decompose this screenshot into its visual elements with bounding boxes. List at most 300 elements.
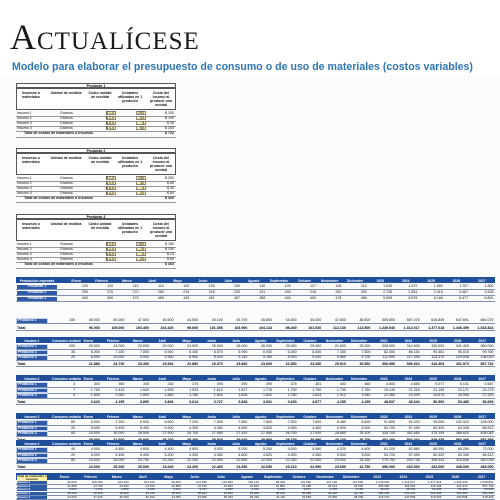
summary-cell: 1.446.499 <box>454 480 468 485</box>
insumo-cell: 8.900 <box>287 355 297 359</box>
insumo-cell: 5.000 <box>213 447 223 451</box>
insumo-cell: 1.750 <box>336 387 346 392</box>
insumo-cell: 293.738 <box>406 458 420 462</box>
insumo-cell: 4.400 <box>361 447 371 451</box>
column-header: Insumo 3 <box>24 414 40 419</box>
units-used: 5 <box>142 120 144 125</box>
insumo-cell: 90.461 <box>433 349 445 354</box>
column-header: Insumo 2 <box>24 376 40 381</box>
consumption-total: 104.144 <box>258 326 272 330</box>
summary-cell: 3.630 <box>277 487 286 492</box>
column-header: Insumo 1 <box>24 338 40 343</box>
insumo-cell: 1.824 <box>312 393 322 397</box>
insumo-total: 22.950 <box>310 465 322 469</box>
units-used: 30 <box>140 180 144 185</box>
column-header: Julio <box>232 338 241 343</box>
unit-measure: Gramos <box>60 185 73 190</box>
insumo-cell: 99.769 <box>482 349 494 354</box>
summary-cell: 35.000 <box>67 491 77 495</box>
unit-measure: Gramos <box>60 115 73 120</box>
consumption-cell: 45.100 <box>211 318 223 322</box>
insumo-cell: 4.800 <box>115 447 125 451</box>
product-column-header: Unidades utilizadas en 1 producto <box>117 91 143 103</box>
insumo-cell: 6.540 <box>312 349 322 354</box>
column-header: Junio <box>206 338 216 343</box>
insumo-total: 4.155 <box>361 400 371 404</box>
insumo-cell: 4.900 <box>287 452 297 457</box>
production-cell: 120 <box>183 284 190 288</box>
product-title: Producto 3 <box>16 214 176 219</box>
column-header: 2025 <box>429 441 437 446</box>
units-used: 60 <box>140 125 144 130</box>
insumo-cell: Producto 2 <box>17 389 47 393</box>
insumo-cell: 5.400 <box>115 425 125 430</box>
insumo-total: Total <box>17 465 26 469</box>
insumo-cell: 306.000 <box>382 344 396 348</box>
insumo-total: 4.155 <box>336 400 346 404</box>
production-cell: 5.595 <box>383 296 393 300</box>
production-cell: 1.530 <box>383 284 393 288</box>
summary-cell: 46.644 <box>406 487 416 492</box>
unit-cost: $ 4.0 <box>106 256 114 261</box>
consumption-total: 101.356 <box>209 326 223 330</box>
insumo-cell: 22.380 <box>384 393 396 397</box>
insumo-total: 3.828 <box>238 400 248 404</box>
summary-column-header: 2027 <box>477 475 486 479</box>
insumo-cell: 4.320 <box>336 447 346 451</box>
insumo-cell: 4.360 <box>213 452 223 457</box>
insumo-cell: 72.000 <box>482 447 494 451</box>
production-cell: 5.875 <box>408 296 418 300</box>
product-total-value: $ 722 <box>165 131 174 135</box>
production-cell: 260 <box>157 290 164 294</box>
insumo-cell: 66.513 <box>482 425 494 430</box>
summary-cell: 34.950 <box>301 494 312 499</box>
insumo-cell: 330 <box>167 382 174 386</box>
product-column-header: Costo del insumo al producir una unidad <box>150 156 172 172</box>
insumo-cell: 6.450 <box>287 349 297 354</box>
insumo-cell: 7.050 <box>139 349 149 354</box>
insumo-cell: 279.750 <box>382 458 396 462</box>
column-header: 2027 <box>478 338 486 343</box>
column-header: 2026 <box>453 414 462 419</box>
summary-cell: 53.480 <box>458 487 468 492</box>
summary-cell: 493.808 <box>456 494 468 499</box>
summary-cell: 431.973 <box>456 483 468 488</box>
insumo-cell: 6.450 <box>189 349 199 354</box>
insumo-cell: 95.016 <box>457 349 469 354</box>
production-cell: 478 <box>335 296 342 300</box>
consumption-total: 98.400 <box>285 326 297 330</box>
insumo-cell: 5.200 <box>164 425 174 430</box>
summary-cell: 1.518.824 <box>480 480 494 485</box>
column-header: Diciembre <box>346 278 364 283</box>
insumo-total: 23.600 <box>260 362 272 366</box>
insumo-cell: 7.200 <box>189 420 199 424</box>
insumo-cell: 9.140 <box>238 355 248 359</box>
column-header: Mayo <box>173 278 182 283</box>
insumo-cell: 117.495 <box>406 355 420 359</box>
insumo-cell: 5.000 <box>90 425 100 430</box>
insumo-total: 23.542 <box>162 362 174 366</box>
insumo-cell: 4.800 <box>189 447 199 451</box>
insumo-cell: 4.000 <box>90 447 100 451</box>
insumo-cell: 4.360 <box>312 452 322 457</box>
summary-cell: 22.850 <box>275 483 286 488</box>
unit-cost: $ 1.0 <box>106 241 114 246</box>
summary-cell: 39.820 <box>223 491 233 495</box>
insumo-cell: 25.908 <box>457 393 469 397</box>
column-header: Noviembre <box>325 414 344 419</box>
insumo-name: Insumo 1 <box>17 175 32 180</box>
insumo-cell: 111.900 <box>382 355 396 359</box>
summary-cell: 38.920 <box>197 491 207 495</box>
column-header: Junio <box>206 414 216 419</box>
production-cell: 1.572 <box>408 284 418 288</box>
column-header: Abril <box>148 278 157 283</box>
consumption-cell: 559.500 <box>382 318 396 322</box>
summary-cell: 99.600 <box>171 480 181 485</box>
insumo-cell: 300 <box>93 382 100 386</box>
summary-cell: 3.846 <box>147 487 155 492</box>
summary-cell: 447.899 <box>404 494 416 499</box>
column-header: 2027 <box>478 414 486 419</box>
column-header: Julio <box>232 376 241 381</box>
production-cell: 3.526 <box>484 290 494 294</box>
insumo-cell: 1.715 <box>262 387 272 392</box>
insumo-name: Insumo 4 <box>17 256 32 261</box>
insumo-cell: 20 <box>71 452 76 457</box>
production-cell: 215 <box>183 290 190 294</box>
summary-cell: 3.620 <box>69 487 77 492</box>
insumo-total: 448.000 <box>455 465 469 469</box>
consumption-total: 114.500 <box>357 326 371 330</box>
insumo-cell: Producto 1 <box>17 345 47 349</box>
summary-cell: 470.293 <box>430 494 442 499</box>
product-total-value: $ 403 <box>165 262 174 266</box>
insumo-cell: 6.000 <box>90 349 100 354</box>
insumo-total: 23.650 <box>236 465 248 469</box>
product-title: Producto 1 <box>16 83 176 88</box>
column-header: 2024 <box>404 338 413 343</box>
insumo-cell: 1.828 <box>238 393 248 397</box>
insumo-cell: 9.500 <box>139 355 149 359</box>
summary-cell: 529.438 <box>430 491 442 495</box>
column-header: 2025 <box>429 414 437 419</box>
column-header: 2025 <box>427 278 435 283</box>
column-header: 2026 <box>453 441 462 446</box>
insumo-cell: 335.700 <box>382 431 396 435</box>
summary-cell: 40.160 <box>327 491 338 495</box>
summary-cell: 25.913 <box>327 483 338 488</box>
insumo-total: 25.913 <box>334 362 346 366</box>
insumo-cell: 19.145 <box>384 387 396 392</box>
insumo-cell: 86.154 <box>408 349 420 354</box>
insumo-cell: 23.499 <box>408 393 420 397</box>
column-header: 2027 <box>478 376 486 381</box>
insumo-cell: 26.700 <box>285 431 297 435</box>
insumo-cell: Producto 1 <box>17 448 47 452</box>
insumo-cell: 27.060 <box>211 431 223 435</box>
insumo-cell: 7.200 <box>115 420 125 424</box>
product-column-header: Unidad de medida <box>50 91 82 95</box>
summary-column-header: Julio <box>216 475 225 479</box>
insumo-total: 432.000 <box>431 465 445 469</box>
summary-cell: 39.700 <box>145 491 155 495</box>
insumo-cell: 22.250 <box>187 458 199 462</box>
insumo-total: 26.560 <box>359 362 371 366</box>
summary-cell: Insumo 4 <box>17 492 47 495</box>
column-header: Agosto <box>254 414 267 419</box>
summary-column-header: Mayo <box>164 475 174 479</box>
consumption-cell: 50.000 <box>113 318 125 322</box>
insumo-cell: 6.900 <box>238 349 248 354</box>
summary-cell: 3.931 <box>251 487 259 492</box>
unit-measure: Gramos <box>60 241 73 246</box>
insumo-cell: 5.000 <box>361 425 371 430</box>
insumo-cell: 8.000 <box>90 355 100 359</box>
production-cell: 110 <box>360 284 367 288</box>
insumo-cell: 25.000 <box>113 458 125 462</box>
insumo-cell: 22.171 <box>457 387 469 392</box>
insumo-cell: 360.000 <box>480 344 494 348</box>
summary-cell: 426.270 <box>378 494 390 499</box>
consumption-cell: 616.849 <box>431 318 445 322</box>
insumo-cell: 453 <box>339 382 346 386</box>
summary-cell: 23.370 <box>197 483 207 488</box>
units-used: 140 <box>138 175 144 180</box>
column-header: Marzo <box>132 376 143 381</box>
insumo-cell: 1.750 <box>312 387 322 392</box>
column-header: Abril <box>158 338 167 343</box>
insumo-cell: 6.000 <box>90 420 100 424</box>
insumo-cell: 27.420 <box>236 431 248 435</box>
production-cell: 485 <box>360 296 367 300</box>
column-header: Septiembre <box>276 414 295 419</box>
summary-cell: 34.950 <box>197 494 207 499</box>
summary-cell: 3.727 <box>199 487 207 492</box>
production-cell: 2.851 <box>408 290 418 294</box>
insumo-cell: 408.045 <box>480 431 494 435</box>
insumo-cell: 68.280 <box>457 447 469 451</box>
summary-cell: 38.000 <box>354 494 364 499</box>
summary-cell: 1.312.017 <box>401 480 416 485</box>
summary-cell: 4.155 <box>329 487 338 492</box>
insumo-cost: $ 150 <box>165 246 174 251</box>
insumo-cell: 6.940 <box>164 349 174 354</box>
insumo-cell: 341.400 <box>455 344 469 348</box>
column-header: Febrero <box>95 278 108 283</box>
production-cell: 457 <box>233 296 240 300</box>
insumo-cell: 108.000 <box>480 420 494 424</box>
insumo-cell: 28.680 <box>334 431 346 435</box>
insumo-cell: 1.832 <box>262 393 272 397</box>
summary-column-header: Septiembre <box>263 475 283 479</box>
consumption-total: 105.000 <box>111 326 125 330</box>
insumo-cell: Producto 3 <box>17 432 47 436</box>
column-header: Noviembre <box>325 338 344 343</box>
insumo-cell: 24.000 <box>88 458 100 462</box>
insumo-cell: 80 <box>71 458 76 462</box>
column-header: Abril <box>158 441 167 446</box>
summary-cell: 40.800 <box>119 491 129 495</box>
consumption-cell: 45.000 <box>310 318 322 322</box>
summary-cell: 35.200 <box>223 494 233 499</box>
insumo-cell: 375 <box>290 382 297 386</box>
unit-cost: $ 2.0 <box>106 115 114 120</box>
column-header: Junio <box>198 278 208 283</box>
insumo-cell: 63.345 <box>457 452 469 457</box>
insumo-cell: 21.155 <box>433 387 445 392</box>
summary-cell: 112.130 <box>326 480 338 485</box>
production-cell: 3.467 <box>459 290 469 294</box>
insumo-total: 53.480 <box>457 400 469 404</box>
summary-column-header: Noviembre <box>316 475 334 479</box>
consumption-cell: 45.700 <box>236 318 248 322</box>
insumo-cell: 102.420 <box>455 420 469 424</box>
production-cell: 130 <box>259 284 266 288</box>
consumption-cell: 47.800 <box>334 318 346 322</box>
units-used: 20 <box>140 256 144 261</box>
production-cell: 125 <box>208 284 215 288</box>
summary-cell: 23.280 <box>301 483 312 488</box>
column-header: 2024 <box>401 278 410 283</box>
production-cell: 108 <box>335 284 342 288</box>
insumo-cell: 3 <box>73 382 76 386</box>
insumo-cell: 7.620 <box>312 420 322 424</box>
summary-cell: 38.100 <box>275 491 286 495</box>
insumo-cost: $ 30 <box>167 185 174 190</box>
insumo-cell: 4.620 <box>262 452 272 457</box>
column-header: 2023 <box>379 338 388 343</box>
insumo-cost: $ 240 <box>165 125 174 130</box>
column-header: 2025 <box>429 376 437 381</box>
insumo-cell: 25.000 <box>211 344 223 348</box>
summary-cell: 35.320 <box>249 494 259 499</box>
insumo-cell: 24.250 <box>359 458 371 462</box>
summary-cell: 35.910 <box>145 494 155 499</box>
insumo-cell: 360 <box>118 382 125 386</box>
summary-cell: 518.499 <box>482 494 494 499</box>
insumo-cell: 7.150 <box>115 349 125 354</box>
product-column-header: Unidades utilizadas en 1 producto <box>117 222 143 234</box>
insumo-total: Total <box>17 400 26 404</box>
insumo-cell: 24.000 <box>187 344 199 348</box>
insumo-cell: 1.540 <box>139 387 149 392</box>
consumption-total: 101.520 <box>308 326 322 330</box>
column-header: Mayo <box>182 414 192 419</box>
insumo-cell: 22.000 <box>162 344 174 348</box>
summary-column-header: Marzo <box>111 475 122 479</box>
insumo-cell: 60 <box>71 431 76 435</box>
insumo-total: 396.364 <box>406 362 420 366</box>
insumo-cell: 26.000 <box>260 344 272 348</box>
summary-cell: 23.490 <box>119 483 129 488</box>
production-cell: 465 <box>157 296 164 300</box>
insumo-cell: 25.400 <box>310 344 322 348</box>
column-header: Diciembre <box>350 376 368 381</box>
insumo-cell: 22.900 <box>260 458 272 462</box>
production-cell: 1.707 <box>459 284 469 288</box>
production-cell: 250 <box>360 290 367 294</box>
column-header: Febrero <box>106 414 120 419</box>
insumo-cell: 370.109 <box>431 431 445 435</box>
insumo-cell: Producto 3 <box>17 356 47 360</box>
insumo-total: 23.640 <box>162 465 174 469</box>
insumo-cell: 30.000 <box>113 431 125 435</box>
summary-cell: 416.403 <box>430 483 442 488</box>
summary-column-header: 2026 <box>451 475 460 479</box>
column-header: 2024 <box>404 414 413 419</box>
insumo-cell: 314.400 <box>406 344 420 348</box>
summary-cell: 56.069 <box>484 487 494 492</box>
insumo-total: 465.000 <box>480 465 494 469</box>
column-header: Octubre <box>297 278 311 283</box>
insumo-cell: 26.000 <box>236 344 248 348</box>
production-cell: 445 <box>183 296 190 300</box>
summary-cell: 101.520 <box>300 480 312 485</box>
consumption-total: 103.900 <box>234 326 248 330</box>
spreadsheet <box>0 76 500 500</box>
insumo-cell: 9.160 <box>262 355 272 359</box>
consumption-cell: 44.500 <box>285 318 297 322</box>
insumo-cell: 9.000 <box>312 355 322 359</box>
insumo-total: 22.750 <box>359 465 371 469</box>
insumo-total: 22.650 <box>260 465 272 469</box>
insumo-cell: 4.600 <box>139 447 149 451</box>
insumo-cell: 6.570 <box>213 349 223 354</box>
summary-cell: 482.200 <box>378 491 390 495</box>
column-header: Consumo unitario <box>52 441 82 446</box>
insumo-cost: $ 80 <box>167 256 174 261</box>
column-header: Junio <box>206 441 216 446</box>
column-header: 2025 <box>429 338 437 343</box>
insumo-cell: 23.750 <box>137 458 149 462</box>
production-cell: 115 <box>132 284 139 288</box>
summary-cell: 4.155 <box>95 487 103 492</box>
insumo-cell: 5.000 <box>287 447 297 451</box>
summary-cell: 37.800 <box>327 494 338 499</box>
insumo-cell: 6.600 <box>164 420 174 424</box>
consumption-cell: 647.691 <box>455 318 469 322</box>
insumo-cell: 1.750 <box>90 387 100 392</box>
insumo-cell: 23.000 <box>137 344 149 348</box>
insumo-cell: 9.300 <box>164 355 174 359</box>
summary-cell: 37.200 <box>93 494 103 499</box>
insumo-cell: 136.015 <box>480 355 494 359</box>
insumo-total: 396.000 <box>382 465 396 469</box>
insumo-cost: $ 252 <box>165 175 174 180</box>
insumo-cell: 1.617 <box>238 387 248 392</box>
insumo-name: Insumo 2 <box>17 180 32 185</box>
product-column-header: Unidades utilizadas en 1 producto <box>117 156 143 168</box>
product-total-label: Total de costos de materiales o insumos <box>24 196 94 200</box>
column-header: Noviembre <box>320 278 339 283</box>
summary-cell: 21.880 <box>67 483 77 488</box>
insumo-cell: 7.350 <box>336 349 346 354</box>
insumo-cell: 61.200 <box>384 447 396 451</box>
column-header: Junio <box>206 376 216 381</box>
production-cell: 6.801 <box>484 296 494 300</box>
summary-column-header: Total de materiales o insumos <box>17 474 47 481</box>
column-header: Febrero <box>106 338 120 343</box>
production-cell: 6.477 <box>459 296 469 300</box>
summary-cell: 34.110 <box>276 494 286 499</box>
summary-cell: Insumo 4 <box>17 496 47 499</box>
production-cell: 400 <box>81 296 88 300</box>
units-used: 5 <box>142 185 144 190</box>
insumo-cell: 390 <box>241 382 248 386</box>
